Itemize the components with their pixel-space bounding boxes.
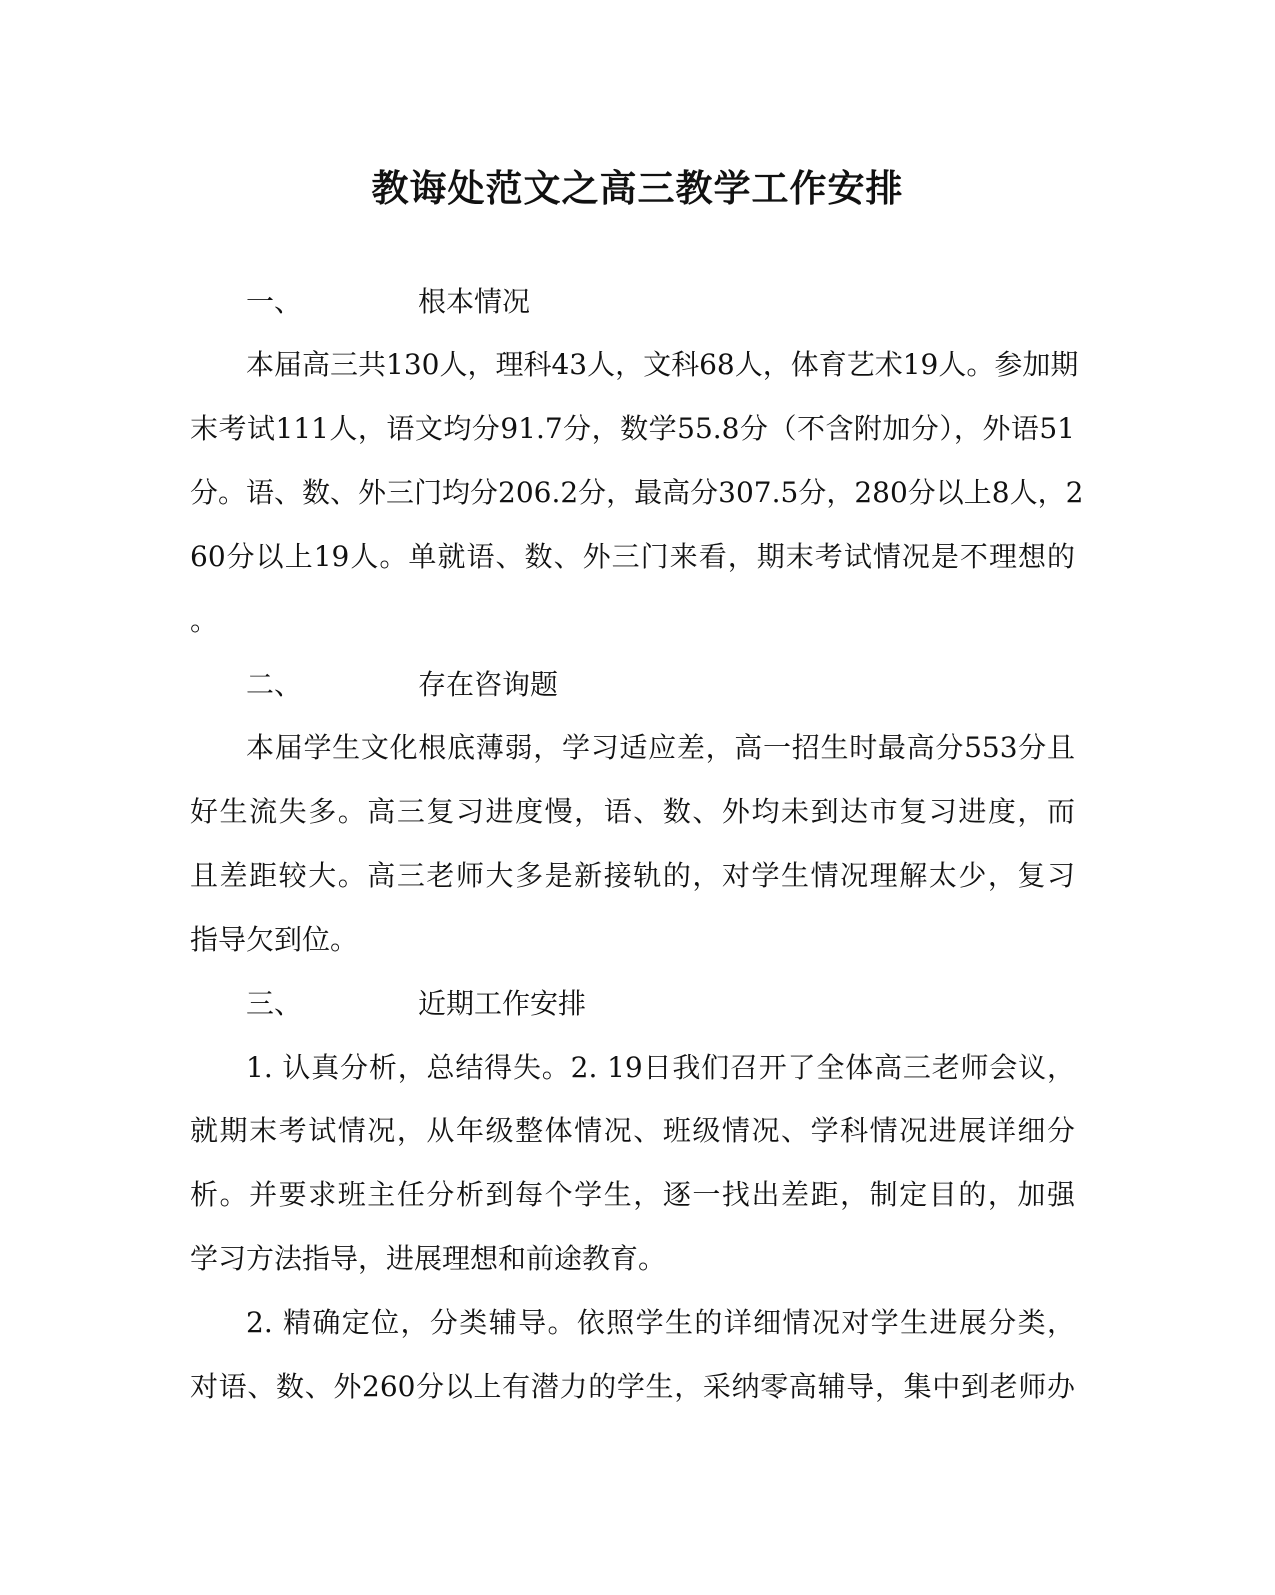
paragraph-line: 学习方法指导，进展理想和前途教育。 bbox=[190, 1242, 667, 1275]
paragraph-line: 对语、数、外260分以上有潜力的学生，采纳零高辅导，集中到老师办 bbox=[190, 1370, 1075, 1403]
paragraph-line: 析。并要求班主任分析到每个学生，逐一找出差距，制定目的，加强 bbox=[190, 1178, 1075, 1211]
document-title: 教诲处范文之高三教学工作安排 bbox=[371, 166, 904, 210]
section-3-heading: 近期工作安排 bbox=[418, 987, 587, 1020]
paragraph-line: 末考试111人，语文均分91.7分，数学55.8分（不含附加分），外语51 bbox=[190, 412, 1075, 445]
paragraph-line: 分。语、数、外三门均分206.2分，最高分307.5分，280分以上8人，2 bbox=[190, 476, 1084, 509]
paragraph-line: 就期末考试情况，从年级整体情况、班级情况、学科情况进展详细分 bbox=[190, 1114, 1075, 1147]
section-2-number: 二、 bbox=[246, 668, 303, 701]
paragraph-line: 指导欠到位。 bbox=[190, 923, 359, 956]
section-1-heading: 根本情况 bbox=[418, 285, 531, 318]
section-1-number: 一、 bbox=[246, 285, 303, 318]
paragraph-line: 1. 认真分析，总结得失。2. 19日我们召开了全体高三老师会议， bbox=[246, 1051, 1075, 1084]
section-3-number: 三、 bbox=[246, 987, 303, 1020]
paragraph-line: 。 bbox=[190, 604, 219, 637]
section-2-heading: 存在咨询题 bbox=[418, 668, 559, 701]
paragraph-line: 本届学生文化根底薄弱，学习适应差，高一招生时最高分553分且 bbox=[246, 731, 1075, 764]
paragraph-line: 且差距较大。高三老师大多是新接轨的，对学生情况理解太少，复习 bbox=[190, 859, 1075, 892]
paragraph-line: 本届高三共130人，理科43人，文科68人，体育艺术19人。参加期 bbox=[246, 348, 1079, 381]
paragraph-line: 60分以上19人。单就语、数、外三门来看，期末考试情况是不理想的 bbox=[190, 540, 1075, 573]
paragraph-line: 2. 精确定位，分类辅导。依照学生的详细情况对学生进展分类， bbox=[246, 1306, 1075, 1339]
paragraph-line: 好生流失多。高三复习进度慢，语、数、外均未到达市复习进度，而 bbox=[190, 795, 1075, 828]
